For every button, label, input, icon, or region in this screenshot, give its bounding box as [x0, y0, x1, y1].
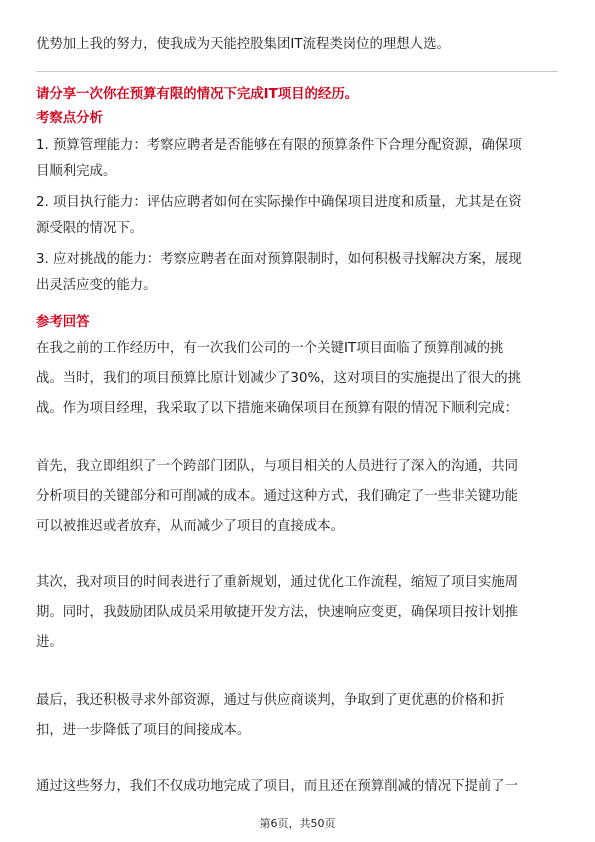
analysis-line: 源受限的情况下。: [36, 221, 144, 236]
answer-title: 参考回答: [36, 315, 90, 330]
analysis-line: 3. 应对挑战的能力：考察应聘者在面对预算限制时，如何积极寻找解决方案，展现: [36, 252, 522, 267]
answer-line: 在我之前的工作经历中，有一次我们公司的一个关键IT项目面临了预算削减的挑: [36, 341, 504, 356]
answer-line: 可以被推迟或者放弃，从而减少了项目的直接成本。: [36, 519, 344, 534]
question-heading: 请分享一次你在预算有限的情况下完成IT项目的经历。: [36, 87, 359, 102]
answer-line: 进。: [36, 635, 63, 650]
answer-line: 扣，进一步降低了项目的间接成本。: [36, 723, 251, 738]
answer-line: 分析项目的关键部分和可削减的成本。通过这种方式，我们确定了一些非关键功能: [36, 489, 519, 504]
analysis-line: 1. 预算管理能力：考察应聘者是否能够在有限的预算条件下合理分配资源，确保项: [36, 138, 522, 153]
answer-line: 战。作为项目经理，我采取了以下措施来确保项目在预算有限的情况下顺利完成：: [36, 401, 519, 416]
answer-line: 通过这些努力，我们不仅成功地完成了项目，而且还在预算削减的情况下提前了一: [36, 779, 519, 794]
analysis-line: 目顺利完成。: [36, 164, 117, 179]
answer-line: 期。同时，我鼓励团队成员采用敏捷开发方法，快速响应变更，确保项目按计划推: [36, 605, 519, 620]
answer-line: 最后，我还积极寻求外部资源，通过与供应商谈判，争取到了更优惠的价格和折: [36, 693, 505, 708]
answer-line: 战。当时，我们的项目预算比原计划减少了30%，这对项目的实施提出了很大的挑: [36, 371, 522, 386]
page-number: 第6页，共50页: [259, 817, 336, 830]
answer-line: 首先，我立即组织了一个跨部门团队，与项目相关的人员进行了深入的沟通，共同: [36, 459, 519, 474]
analysis-title: 考察点分析: [36, 111, 103, 126]
answer-line: 其次，我对项目的时间表进行了重新规划，通过优化工作流程，缩短了项目实施周: [36, 575, 519, 590]
analysis-line: 出灵活应变的能力。: [36, 278, 157, 293]
divider: [36, 71, 558, 72]
analysis-line: 2. 项目执行能力：评估应聘者如何在实际操作中确保项目进度和质量，尤其是在资: [36, 195, 522, 210]
intro-line: 优势加上我的努力，使我成为天能控股集团IT流程类岗位的理想人选。: [36, 37, 450, 52]
